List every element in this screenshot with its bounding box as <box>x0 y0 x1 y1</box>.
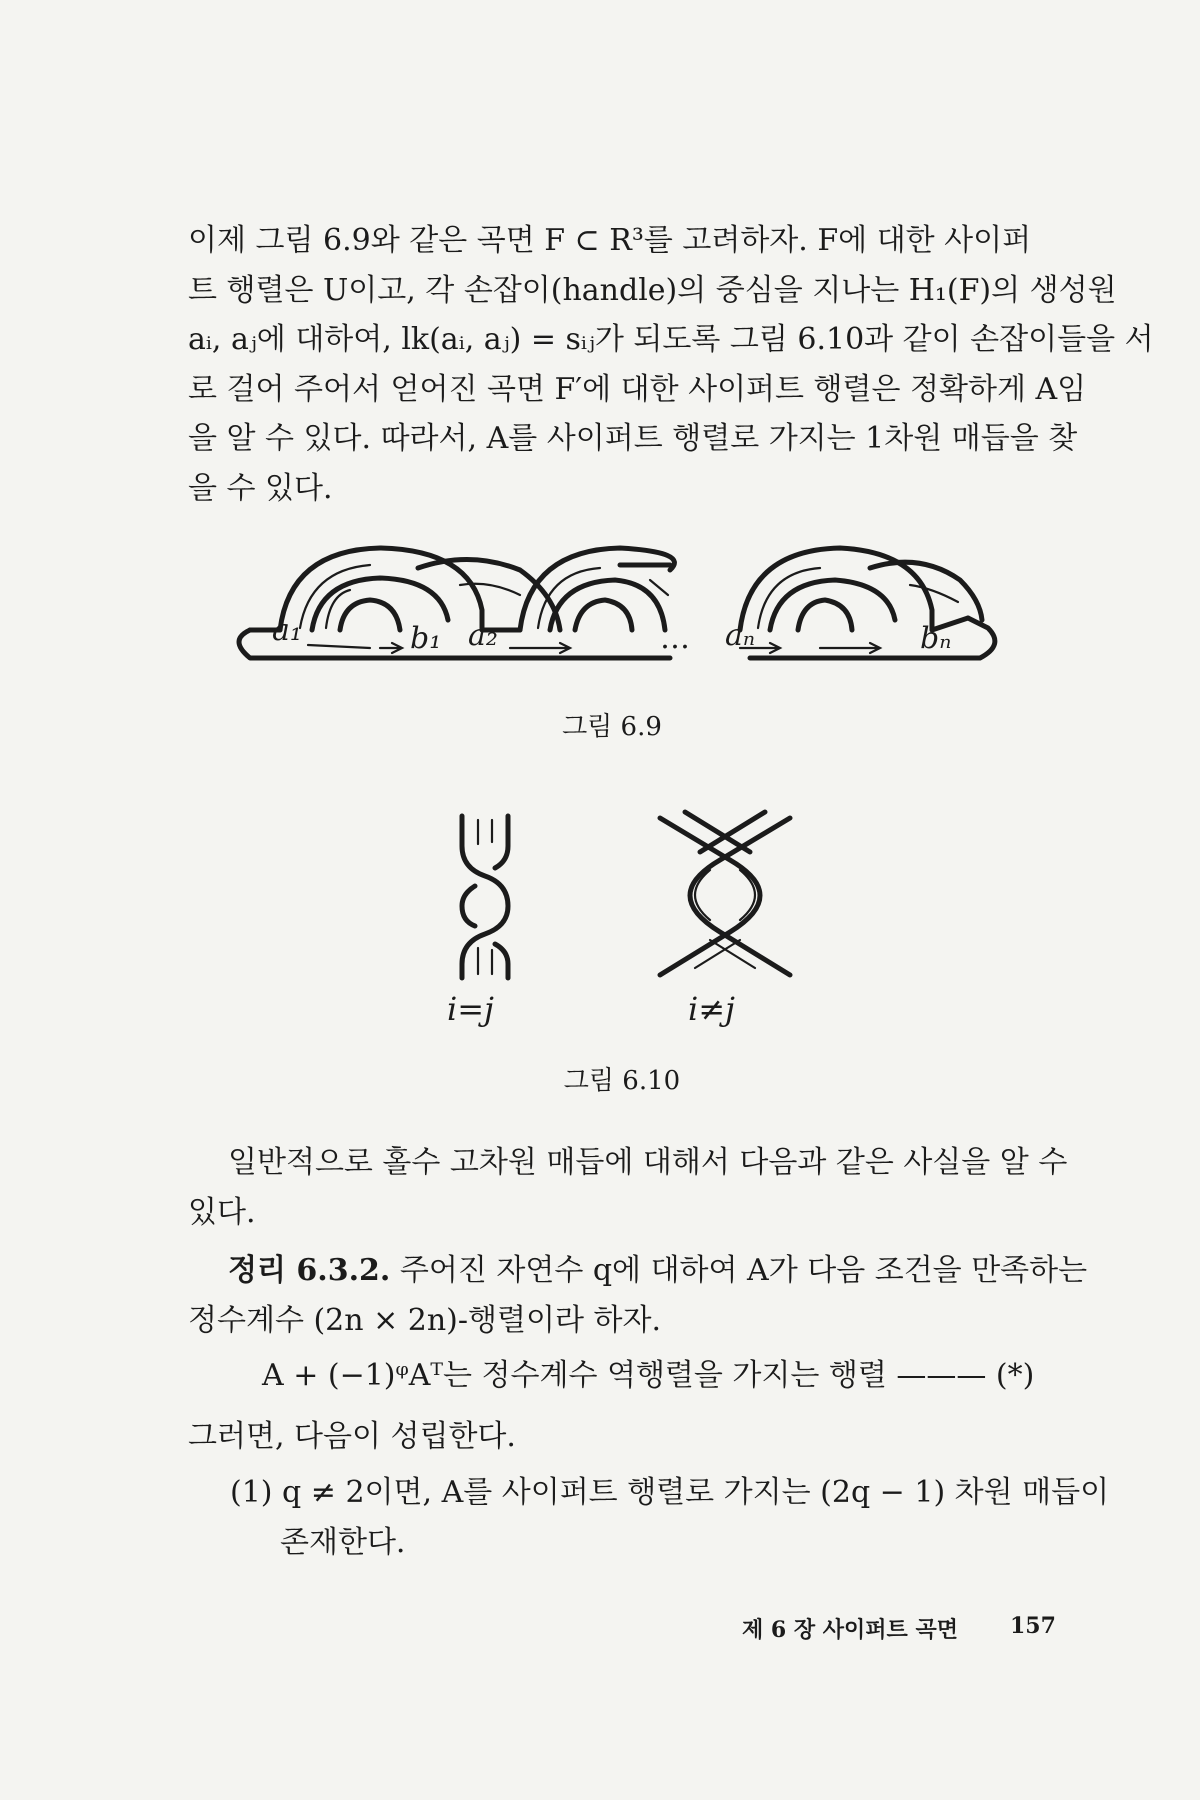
figure-6-10-caption: 그림 6.10 <box>563 1066 681 1096</box>
figure-6-9-surface-diagram <box>220 540 1020 690</box>
handle-group-n <box>740 548 982 630</box>
intro-line-6: 을 수 있다. <box>188 470 333 506</box>
theorem-line-1: 주어진 자연수 q에 대하여 A가 다음 조건을 만족하는 <box>390 1253 1088 1288</box>
theorem-consequence <box>188 1412 1068 1462</box>
handle-group-1 <box>280 548 560 630</box>
curve-a1-arrow <box>308 645 370 648</box>
second-line-2: 있다. <box>188 1194 256 1230</box>
theorem-item-1 <box>230 1468 1110 1568</box>
theorem-condition: A + (−1)ᵠAᵀ는 정수계수 역행렬을 가지는 행렬 ——— (*) <box>262 1358 1035 1393</box>
label-i-not-equals-j: i≠j <box>688 990 735 1028</box>
label-bn: bₙ <box>920 621 952 656</box>
intro-line-4: 로 걸어 주어서 얻어진 곡면 F′에 대한 사이퍼트 행렬은 정확하게 A임 <box>188 371 1087 407</box>
figure-6-9-caption: 그림 6.9 <box>562 712 662 742</box>
consequence-line: 그러면, 다음이 성립한다. <box>188 1419 516 1454</box>
item-1-line-1: (1) q ≠ 2이면, A를 사이퍼트 행렬로 가지는 (2q − 1) 차원 매듭이 <box>230 1475 1110 1510</box>
second-paragraph <box>188 1138 1068 1237</box>
theorem-6-3-2 <box>188 1246 1088 1345</box>
second-line-1: 일반적으로 홀수 고차원 매듭에 대해서 다음과 같은 사실을 알 수 <box>228 1145 1068 1180</box>
intro-line-1: 이제 그림 6.9와 같은 곡면 F ⊂ R³를 고려하자. F에 대한 사이퍼 <box>188 223 1032 258</box>
label-a2: a₂ <box>468 618 498 653</box>
intro-line-5: 을 알 수 있다. 따라서, A를 사이퍼트 행렬로 가지는 1차원 매듭을 찾 <box>188 421 1078 456</box>
ellipsis: … <box>660 621 690 656</box>
arrow-head-4 <box>820 643 880 653</box>
footer-page-number: 157 <box>1010 1613 1056 1639</box>
label-a1: a₁ <box>272 613 302 648</box>
arrow-head-1 <box>380 643 402 653</box>
theorem-line-2: 정수계수 (2n × 2n)-행렬이라 하자. <box>188 1302 661 1338</box>
band-left-outline <box>239 630 670 658</box>
arrow-head-2 <box>510 643 570 653</box>
theorem-heading: 정리 6.3.2. <box>228 1253 391 1288</box>
footer-chapter-title: 제 6 장 사이퍼트 곡면 <box>742 1617 958 1643</box>
label-b1: b₁ <box>410 621 442 656</box>
intro-line-2: 트 행렬은 U이고, 각 손잡이(handle)의 중심을 지나는 H₁(F)의 생성원 <box>188 272 1117 308</box>
item-1-line-2: 존재한다. <box>280 1525 406 1560</box>
label-i-equals-j: i=j <box>447 990 494 1028</box>
intro-line-3: aᵢ, aⱼ에 대하여, lk(aᵢ, aⱼ) = sᵢⱼ가 되도록 그림 6.10과 같이 손잡이들을 서 <box>188 322 1154 357</box>
intro-paragraph <box>188 216 1154 513</box>
label-an: aₙ <box>725 618 756 653</box>
figure-6-10-twist-right <box>640 800 810 990</box>
figure-6-10-twist-left <box>440 806 530 986</box>
